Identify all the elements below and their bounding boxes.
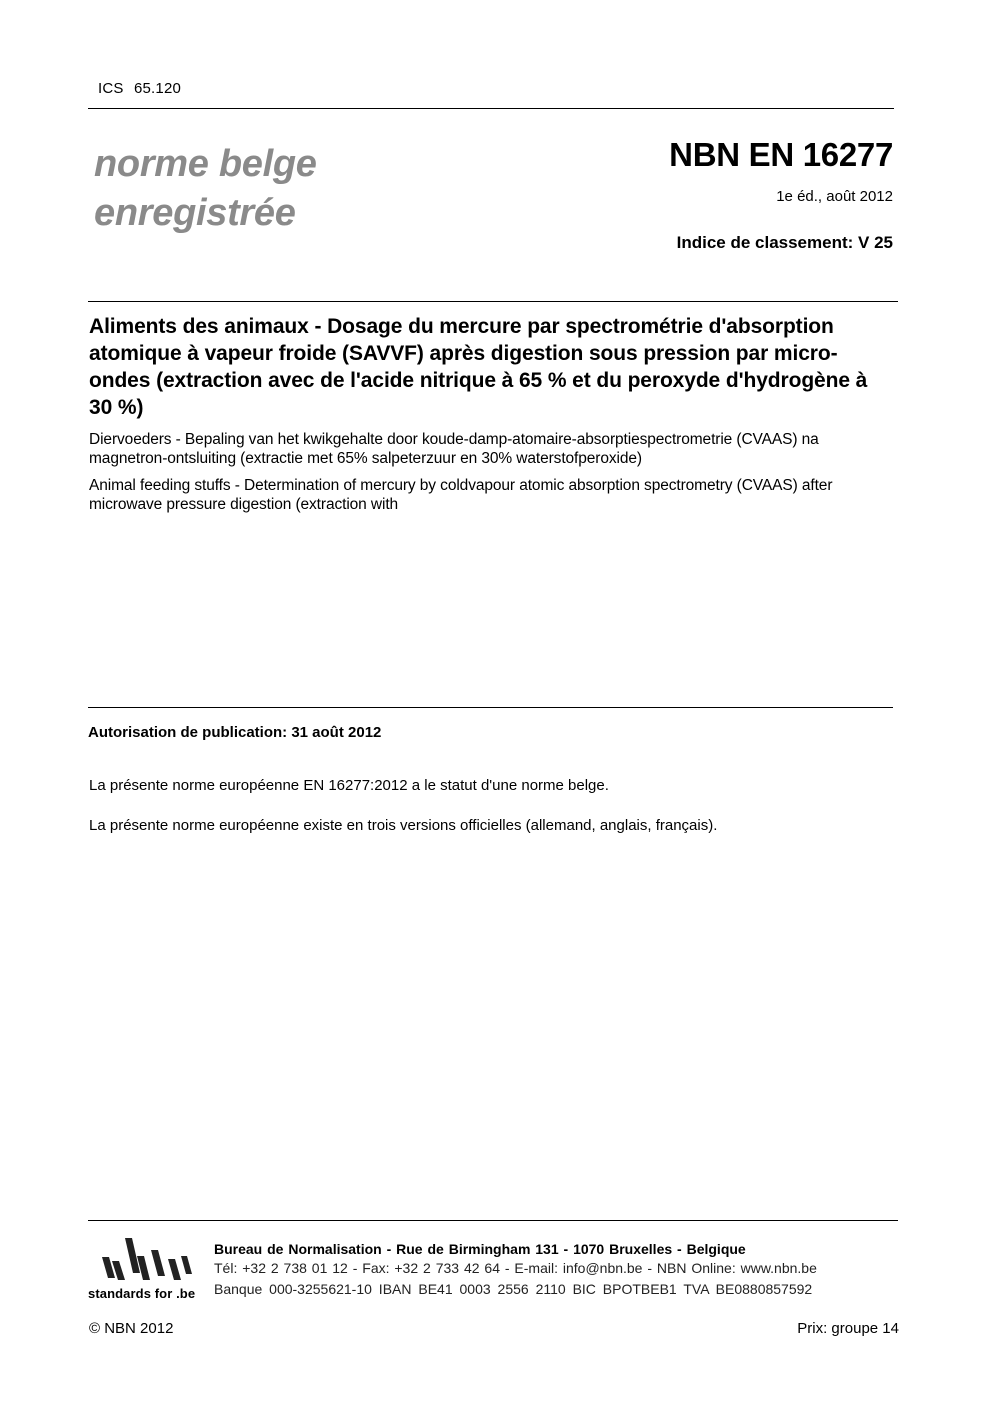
ics-code: ICS 65.120: [98, 80, 182, 97]
logo-tagline: standards for .be: [88, 1286, 196, 1301]
footer-divider: [88, 1220, 898, 1221]
status-paragraph: La présente norme européenne EN 16277:2012 a le statut d'une norme belge.: [89, 777, 609, 794]
title-french: Aliments des animaux - Dosage du mercure par spectrométrie d'absorption atomique à vapeur froide (SAVVF) après digestion sous pression par micro-ondes (extraction avec de l'acide nitrique à 65 % et du peroxyde d'hydrogène à 30 %): [89, 315, 868, 419]
price-group: Prix: groupe 14: [797, 1320, 899, 1337]
copyright: © NBN 2012: [89, 1320, 174, 1337]
edition-date: 1e éd., août 2012: [776, 188, 893, 205]
bureau-address: Bureau de Normalisation - Rue de Birmingham 131 - 1070 Bruxelles - Belgique: [214, 1241, 746, 1257]
title-dutch: Diervoeders - Bepaling van het kwikgehalte door koude-damp-atomaire-absorptiespectrometrie (CVAAS) na magnetron-ontsluiting (extractie met 65% salpeterzuur en 30% waterstofperoxide): [89, 431, 819, 467]
classification-index: Indice de classement: V 25: [676, 233, 893, 252]
contact-info: Tél: +32 2 738 01 12 - Fax: +32 2 733 42 64 - E-mail: info@nbn.be - NBN Online: www.nbn.be: [214, 1260, 817, 1276]
body-divider: [88, 707, 893, 708]
document-type-line-2: enregistrée: [94, 192, 296, 234]
publication-authorization: Autorisation de publication: 31 août 2012: [88, 724, 382, 741]
standard-code: NBN EN 16277: [669, 136, 893, 173]
top-divider: [88, 108, 894, 109]
title-divider: [88, 301, 898, 302]
versions-paragraph: La présente norme européenne existe en trois versions officielles (allemand, anglais, français).: [89, 817, 718, 834]
document-type-line-1: norme belge: [94, 143, 317, 185]
document-type-title: [94, 140, 317, 238]
title-english: Animal feeding stuffs - Determination of mercury by coldvapour atomic absorption spectrometry (CVAAS) after microwave pressure digestion (extraction with: [89, 477, 833, 513]
bank-info: Banque 000-3255621-10 IBAN BE41 0003 2556 2110 BIC BPOTBEB1 TVA BE0880857592: [214, 1281, 813, 1297]
